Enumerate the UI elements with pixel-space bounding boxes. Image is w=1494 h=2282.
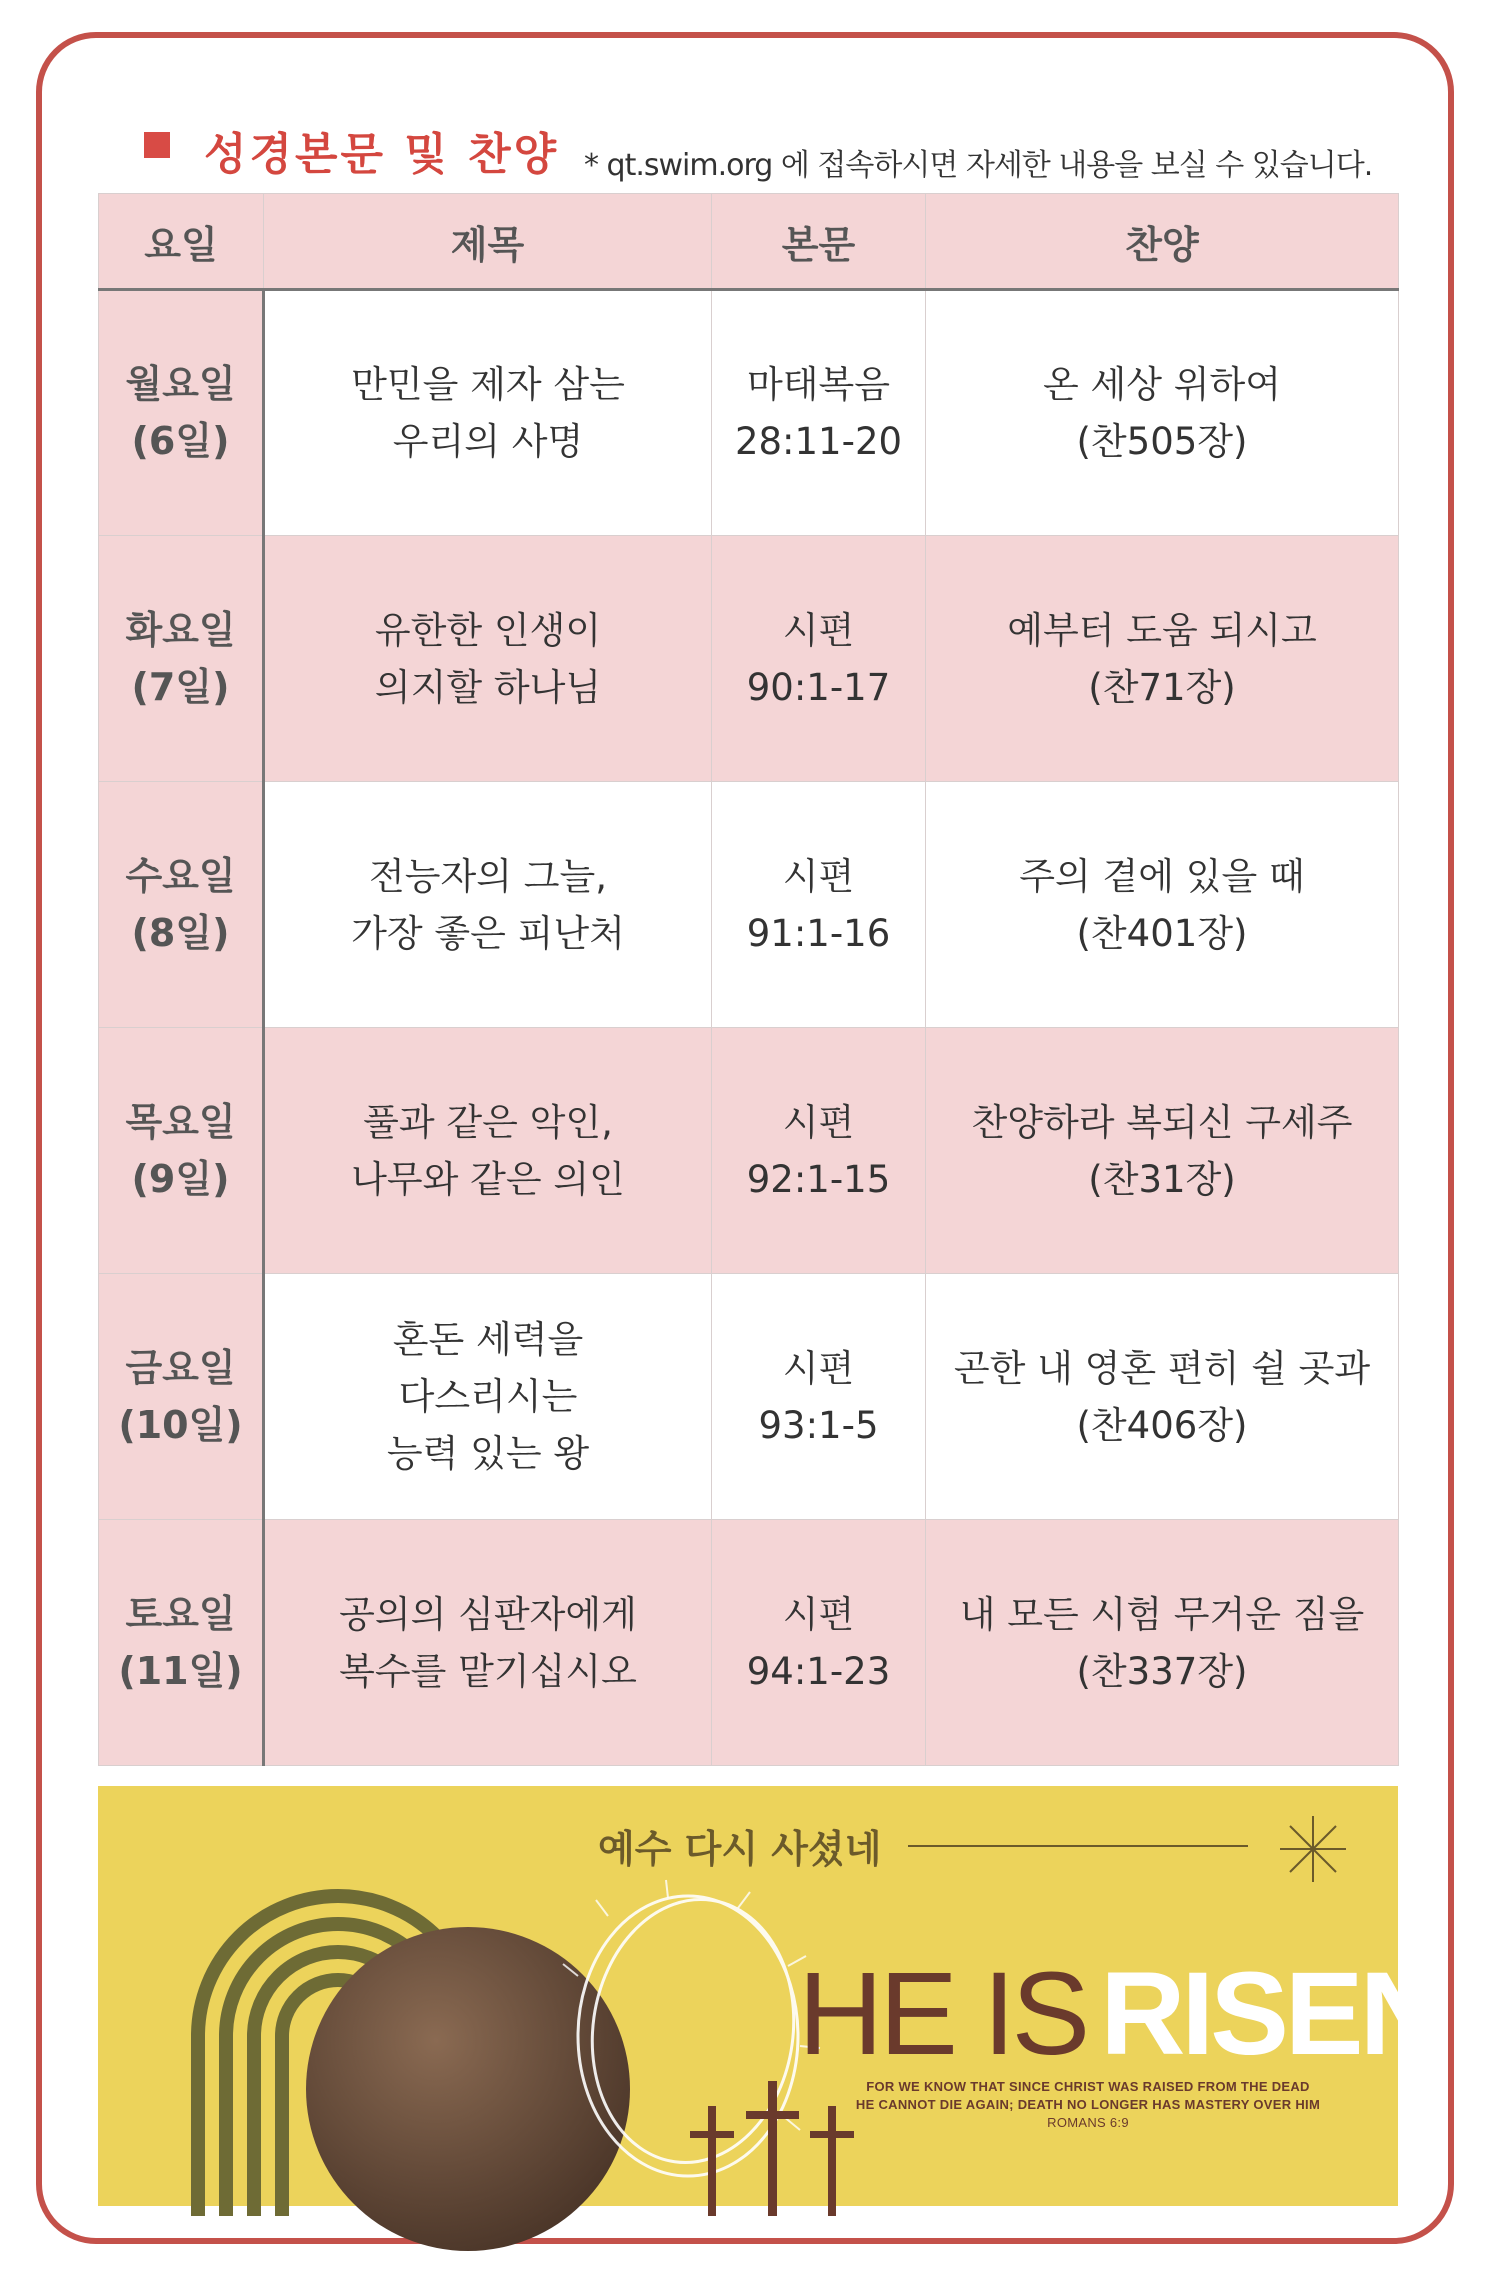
column-header-passage: 본문 bbox=[712, 194, 926, 290]
title-line: 혼돈 세력을 bbox=[392, 1318, 584, 1361]
website-note: * qt.swim.org 에 접속하시면 자세한 내용을 보실 수 있습니다. bbox=[584, 148, 1373, 183]
day-name: 화요일 bbox=[125, 607, 236, 652]
title-cell bbox=[264, 1520, 712, 1766]
day-name: 토요일 bbox=[125, 1591, 236, 1636]
column-header-day: 요일 bbox=[99, 194, 264, 290]
title-cell bbox=[264, 290, 712, 536]
title-cell bbox=[264, 1274, 712, 1520]
title-cell bbox=[264, 536, 712, 782]
table-row bbox=[99, 290, 1399, 536]
passage-verses: 90:1-17 bbox=[746, 665, 891, 709]
passage-book: 시편 bbox=[782, 854, 855, 898]
title-line: 우리의 사명 bbox=[392, 420, 584, 463]
title-line: 다스리시는 bbox=[398, 1375, 578, 1418]
hymn-cell bbox=[926, 290, 1399, 536]
passage-book: 마태복음 bbox=[747, 363, 890, 406]
passage-verses: 91:1-16 bbox=[746, 911, 891, 955]
title-cell bbox=[264, 782, 712, 1028]
day-date: (7일) bbox=[131, 664, 230, 709]
table-row bbox=[99, 1274, 1399, 1520]
hymn-number: (찬505장) bbox=[1076, 420, 1248, 463]
passage-cell bbox=[712, 1028, 926, 1274]
passage-verses: 92:1-15 bbox=[746, 1157, 891, 1201]
passage-verses: 28:11-20 bbox=[734, 420, 903, 463]
day-name: 월요일 bbox=[125, 362, 236, 406]
day-name: 목요일 bbox=[125, 1099, 236, 1144]
table-header-row bbox=[99, 194, 1399, 290]
passage-cell bbox=[712, 290, 926, 536]
passage-verses: 94:1-23 bbox=[746, 1649, 891, 1693]
table-row bbox=[99, 1028, 1399, 1274]
hymn-title: 온 세상 위하여 bbox=[1043, 363, 1281, 406]
title-line: 유한한 인생이 bbox=[374, 608, 602, 652]
day-name: 수요일 bbox=[125, 853, 236, 898]
section-header bbox=[144, 118, 1404, 188]
bible-verse bbox=[838, 2078, 1338, 2132]
starburst-icon bbox=[1278, 1814, 1348, 1884]
hymn-cell bbox=[926, 536, 1399, 782]
title-line: 복수를 맡기십시오 bbox=[339, 1649, 637, 1693]
hymn-title: 내 모든 시험 무거운 짐을 bbox=[959, 1592, 1365, 1636]
day-date: (6일) bbox=[131, 419, 230, 463]
day-name: 금요일 bbox=[125, 1345, 236, 1390]
verse-reference: ROMANS 6:9 bbox=[1047, 2115, 1129, 2130]
hymn-title: 찬양하라 복되신 구세주 bbox=[971, 1100, 1353, 1144]
passage-book: 시편 bbox=[782, 1592, 855, 1636]
headline-part2: RISEN bbox=[1100, 1948, 1441, 2080]
day-cell bbox=[99, 536, 264, 782]
title-line: 만민을 제자 삼는 bbox=[351, 363, 625, 406]
hymn-number: (찬406장) bbox=[1076, 1403, 1248, 1447]
title-line: 공의의 심판자에게 bbox=[339, 1592, 637, 1636]
day-cell bbox=[99, 782, 264, 1028]
day-date: (11일) bbox=[118, 1648, 243, 1693]
title-line: 풀과 같은 악인, bbox=[363, 1100, 613, 1144]
headline-part1: HE IS bbox=[798, 1948, 1087, 2080]
schedule-table bbox=[98, 193, 1399, 1766]
passage-cell bbox=[712, 1520, 926, 1766]
hymn-number: (찬31장) bbox=[1088, 1157, 1236, 1201]
table-row bbox=[99, 782, 1399, 1028]
verse-line: HE CANNOT DIE AGAIN; DEATH NO LONGER HAS MASTERY OVER HIM bbox=[855, 2097, 1321, 2112]
title-line: 전능자의 그늘, bbox=[369, 854, 607, 898]
passage-cell bbox=[712, 782, 926, 1028]
day-date: (8일) bbox=[131, 910, 230, 955]
day-cell bbox=[99, 290, 264, 536]
hymn-title: 예부터 도움 되시고 bbox=[1007, 608, 1317, 652]
hymn-cell bbox=[926, 782, 1399, 1028]
day-cell bbox=[99, 1520, 264, 1766]
easter-banner bbox=[98, 1786, 1441, 2206]
passage-book: 시편 bbox=[782, 1100, 855, 1144]
hymn-cell bbox=[926, 1274, 1399, 1520]
table-row bbox=[99, 536, 1399, 782]
he-is-risen-headline bbox=[798, 1946, 1441, 2080]
three-crosses-icon bbox=[688, 2076, 858, 2216]
day-date: (9일) bbox=[131, 1156, 230, 1201]
hymn-title: 주의 곁에 있을 때 bbox=[1019, 854, 1305, 898]
passage-cell bbox=[712, 536, 926, 782]
passage-book: 시편 bbox=[782, 1346, 855, 1390]
passage-verses: 93:1-5 bbox=[758, 1403, 879, 1447]
hymn-cell bbox=[926, 1028, 1399, 1274]
day-date: (10일) bbox=[118, 1402, 243, 1447]
day-cell bbox=[99, 1028, 264, 1274]
hymn-number: (찬337장) bbox=[1076, 1649, 1248, 1693]
divider-line bbox=[908, 1845, 1248, 1847]
verse-line: FOR WE KNOW THAT SINCE CHRIST WAS RAISED FROM THE DEAD bbox=[866, 2079, 1310, 2094]
banner-title: 예수 다시 사셨네 bbox=[598, 1827, 882, 1871]
day-cell bbox=[99, 1274, 264, 1520]
passage-book: 시편 bbox=[782, 608, 855, 652]
hymn-number: (찬401장) bbox=[1076, 911, 1248, 955]
hymn-number: (찬71장) bbox=[1088, 665, 1236, 709]
hymn-cell bbox=[926, 1520, 1399, 1766]
title-line: 능력 있는 왕 bbox=[386, 1432, 590, 1475]
table-row bbox=[99, 1520, 1399, 1766]
section-title: 성경본문 및 찬양 bbox=[204, 129, 560, 180]
passage-cell bbox=[712, 1274, 926, 1520]
title-line: 의지할 하나님 bbox=[374, 665, 602, 709]
column-header-hymn: 찬양 bbox=[926, 194, 1399, 290]
title-line: 나무와 같은 의인 bbox=[351, 1157, 625, 1201]
hymn-title: 곤한 내 영혼 편히 쉴 곳과 bbox=[953, 1346, 1371, 1390]
square-bullet-icon bbox=[144, 132, 170, 158]
column-header-title: 제목 bbox=[264, 194, 712, 290]
title-line: 가장 좋은 피난처 bbox=[351, 911, 625, 955]
title-cell bbox=[264, 1028, 712, 1274]
